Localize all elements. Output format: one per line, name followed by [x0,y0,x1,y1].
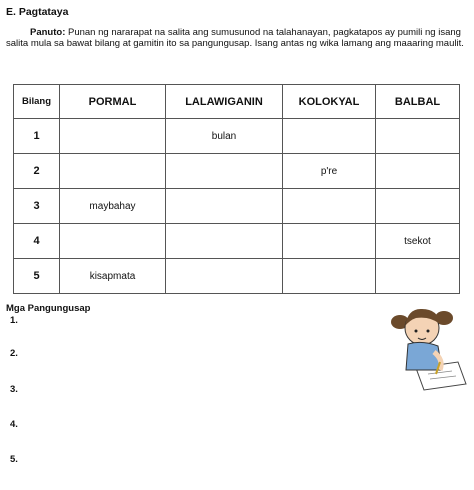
table-row [14,189,460,224]
cell-pormal[interactable]: maybahay [60,189,166,224]
cell-balbal[interactable] [376,259,460,294]
cell-bilang: 4 [14,224,60,259]
cell-pormal[interactable]: kisapmata [60,259,166,294]
table-row [14,259,460,294]
header-balbal: BALBAL [376,85,460,119]
sentence-number-4: 4. [10,419,18,430]
cell-balbal[interactable] [376,154,460,189]
sentences-title: Mga Pangungusap [6,303,91,314]
cell-pormal[interactable] [60,119,166,154]
cell-lalawiganin[interactable] [166,154,283,189]
table-row [14,119,460,154]
cell-lalawiganin[interactable] [166,224,283,259]
directions [6,27,468,49]
cell-balbal[interactable] [376,119,460,154]
cell-lalawiganin[interactable] [166,189,283,224]
cell-bilang: 2 [14,154,60,189]
directions-text: Punan ng nararapat na salita ang sumusunod na talahanayan, pagkatapos ay pumili ng isang salita mula sa bawat bilang at gamitin ito sa pangungusap. Isang antas ng wika lamang ang maaaring maulit. [6,27,464,49]
cell-bilang: 5 [14,259,60,294]
table-row [14,224,460,259]
directions-label: Panuto: [30,27,66,38]
section-title: E. Pagtataya [6,6,69,18]
header-lalawiganin: LALAWIGANIN [166,85,283,119]
cell-balbal[interactable]: tsekot [376,224,460,259]
sentence-number-2: 2. [10,348,18,359]
cell-pormal[interactable] [60,224,166,259]
cell-kolokyal[interactable] [283,259,376,294]
table-row [14,154,460,189]
header-kolokyal: KOLOKYAL [283,85,376,119]
sentence-number-1: 1. [10,315,18,326]
cell-kolokyal[interactable] [283,119,376,154]
header-pormal: PORMAL [60,85,166,119]
sentence-number-3: 3. [10,384,18,395]
girl-writing-icon [386,300,470,392]
cell-bilang: 3 [14,189,60,224]
cell-kolokyal[interactable]: p're [283,154,376,189]
cell-kolokyal[interactable] [283,189,376,224]
cell-bilang: 1 [14,119,60,154]
table-header-row [14,85,460,119]
cell-balbal[interactable] [376,189,460,224]
cell-lalawiganin[interactable]: bulan [166,119,283,154]
cell-lalawiganin[interactable] [166,259,283,294]
level-of-language-table [13,84,460,294]
cell-kolokyal[interactable] [283,224,376,259]
header-bilang: Bilang [14,85,60,119]
sentence-number-5: 5. [10,454,18,465]
cell-pormal[interactable] [60,154,166,189]
